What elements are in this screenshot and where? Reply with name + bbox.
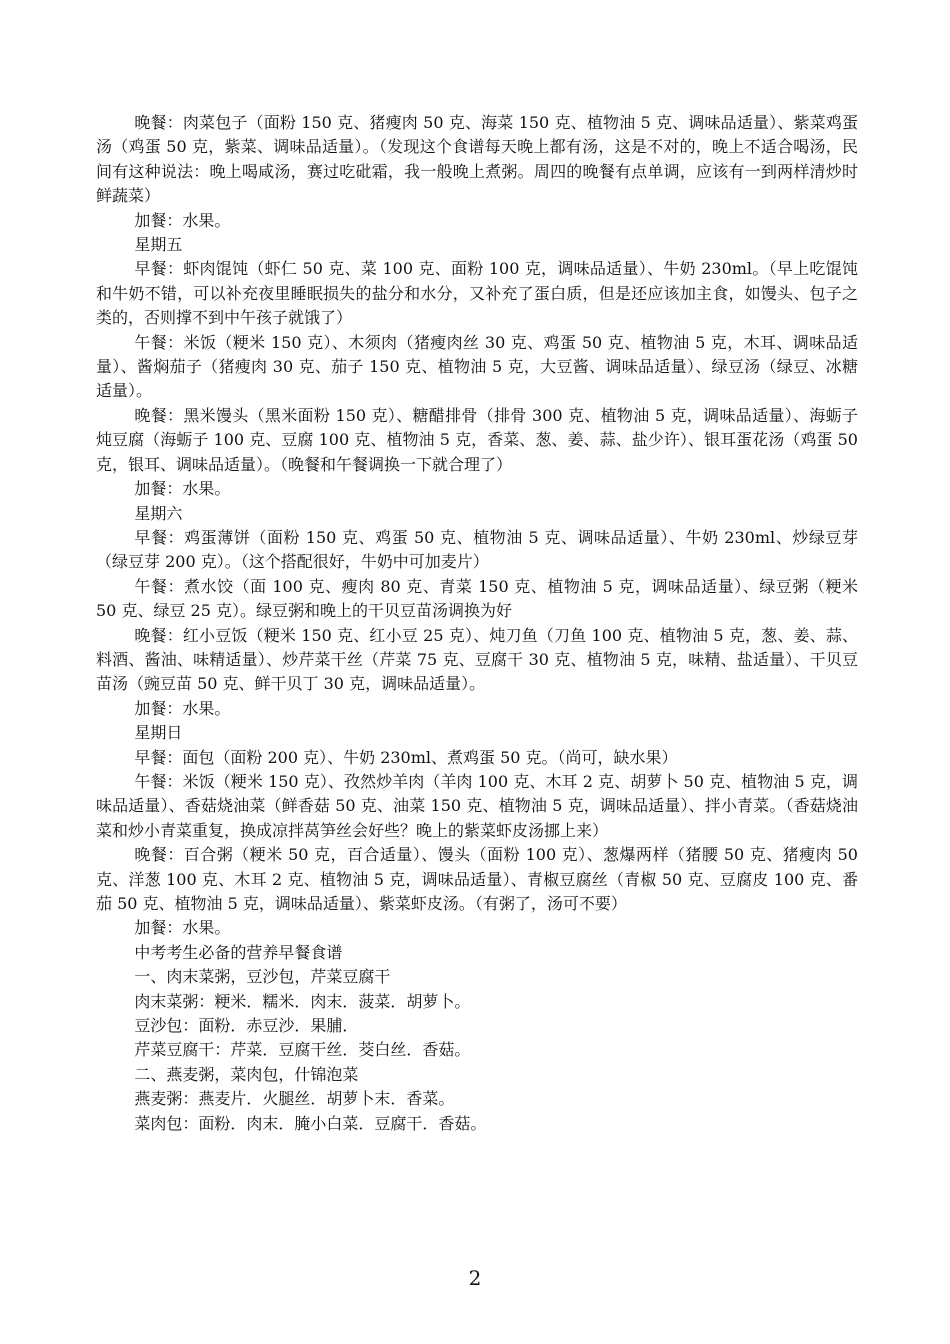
recipe-item: 燕麦粥：燕麦片．火腿丝．胡萝卜末．香菜。 xyxy=(134,1089,455,1109)
dinner-thursday: 晚餐：肉菜包子（面粉 150 克、猪瘦肉 50 克、海菜 150 克、植物油 5 克、调味品适量）、紫菜鸡蛋汤（鸡蛋 50 克，紫菜、调味品适量）。（发现这个食谱每天晚上都有汤，这是不对的，晚上不适合喝汤，民间有这种说法：晚上喝咸汤，赛过吃砒霜，我一般晚上煮粥。周四的晚餐有点单调，应该有一到两样清炒时鲜蔬菜） xyxy=(96,113,858,206)
dinner-friday: 晚餐：黑米馒头（黑米面粉 150 克）、糖醋排骨（排骨 300 克、植物油 5 克，调味品适量）、海蛎子炖豆腐（海蛎子 100 克、豆腐 100 克、植物油 5 克，香菜、葱、姜、蒜、盐少许）、银耳蛋花汤（鸡蛋 50 克，银耳、调味品适量）。（晚餐和午餐调换一下就合理了） xyxy=(96,405,858,474)
snack-saturday: 加餐：水果。 xyxy=(134,698,231,718)
day-heading-friday: 星期五 xyxy=(134,235,183,255)
dinner-sunday: 晚餐：百合粥（粳米 50 克，百合适量）、馒头（面粉 100 克）、葱爆两样（猪腰 50 克、猪瘦肉 50 克、洋葱 100 克、木耳 2 克、植物油 5 克，调味品适量）、青椒豆腐丝（青椒 50 克、豆腐皮 100 克、番茄 50 克、植物油 5 克，调味品适量）、紫菜虾皮汤。（有粥了，汤可不要） xyxy=(96,845,858,913)
page-number: 2 xyxy=(468,1266,482,1290)
recipe-item: 肉末菜粥：粳米．糯米．肉末．菠菜．胡萝卜。 xyxy=(134,991,471,1011)
recipe-set-1-title: 一、肉末菜粥，豆沙包，芹菜豆腐干 xyxy=(134,967,391,987)
snack-thursday: 加餐：水果。 xyxy=(134,210,231,230)
snack-friday: 加餐：水果。 xyxy=(134,479,231,499)
breakfast-friday: 早餐：虾肉馄饨（虾仁 50 克、菜 100 克、面粉 100 克，调味品适量）、牛奶 230ml。（早上吃馄饨和牛奶不错，可以补充夜里睡眠损失的盐分和水分，又补充了蛋白质，但是还应该加主食，如馒头、包子之类的，否则撑不到中午孩子就饿了） xyxy=(96,259,858,328)
recipe-item: 菜肉包：面粉．肉末．腌小白菜．豆腐干．香菇。 xyxy=(134,1113,487,1133)
recipe-item: 芹菜豆腐干：芹菜．豆腐干丝．茭白丝．香菇。 xyxy=(134,1040,471,1060)
snack-sunday: 加餐：水果。 xyxy=(134,918,231,938)
recipe-set-2-title: 二、燕麦粥，菜肉包，什锦泡菜 xyxy=(134,1064,359,1084)
document-body xyxy=(96,111,858,1136)
lunch-friday: 午餐：米饭（粳米 150 克）、木须肉（猪瘦肉丝 30 克、鸡蛋 50 克、植物油 5 克，木耳、调味品适量）、酱焖茄子（猪瘦肉 30 克、茄子 150 克、植物油 5 克，大豆酱、调味品适量）、绿豆汤（绿豆、冰糖适量）。 xyxy=(96,332,858,401)
dinner-saturday: 晚餐：红小豆饭（粳米 150 克、红小豆 25 克）、炖刀鱼（刀鱼 100 克、植物油 5 克，葱、姜、蒜、料酒、酱油、味精适量）、炒芹菜干丝（芹菜 75 克、豆腐干 30 克、植物油 5 克，味精、盐适量）、干贝豆苗汤（豌豆苗 50 克、鲜干贝丁 30 克，调味品适量）。 xyxy=(96,625,858,694)
recipe-item: 豆沙包：面粉．赤豆沙．果脯． xyxy=(134,1016,359,1036)
lunch-sunday: 午餐：米饭（粳米 150 克）、孜然炒羊肉（羊肉 100 克、木耳 2 克、胡萝卜 50 克、植物油 5 克，调味品适量）、香菇烧油菜（鲜香菇 50 克、油菜 150 克、植物油 5 克，调味品适量）、拌小青菜。（香菇烧油菜和炒小青菜重复，换成凉拌莴笋丝会好些？晚上的紫菜虾皮汤挪上来） xyxy=(96,771,858,840)
breakfast-saturday: 早餐：鸡蛋薄饼（面粉 150 克、鸡蛋 50 克、植物油 5 克、调味品适量）、牛奶 230ml、炒绿豆芽（绿豆芽 200 克）。（这个搭配很好，牛奶中可加麦片） xyxy=(96,527,858,572)
day-heading-saturday: 星期六 xyxy=(134,503,183,523)
lunch-saturday: 午餐：煮水饺（面 100 克、瘦肉 80 克、青菜 150 克、植物油 5 克，调味品适量）、绿豆粥（粳米 50 克、绿豆 25 克）。绿豆粥和晚上的干贝豆苗汤调换为好 xyxy=(96,576,858,621)
day-heading-sunday: 星期日 xyxy=(134,723,183,743)
section-heading-breakfast-recipes: 中考考生必备的营养早餐食谱 xyxy=(134,942,343,962)
breakfast-sunday: 早餐：面包（面粉 200 克）、牛奶 230ml、煮鸡蛋 50 克。（尚可，缺水果） xyxy=(134,747,678,767)
